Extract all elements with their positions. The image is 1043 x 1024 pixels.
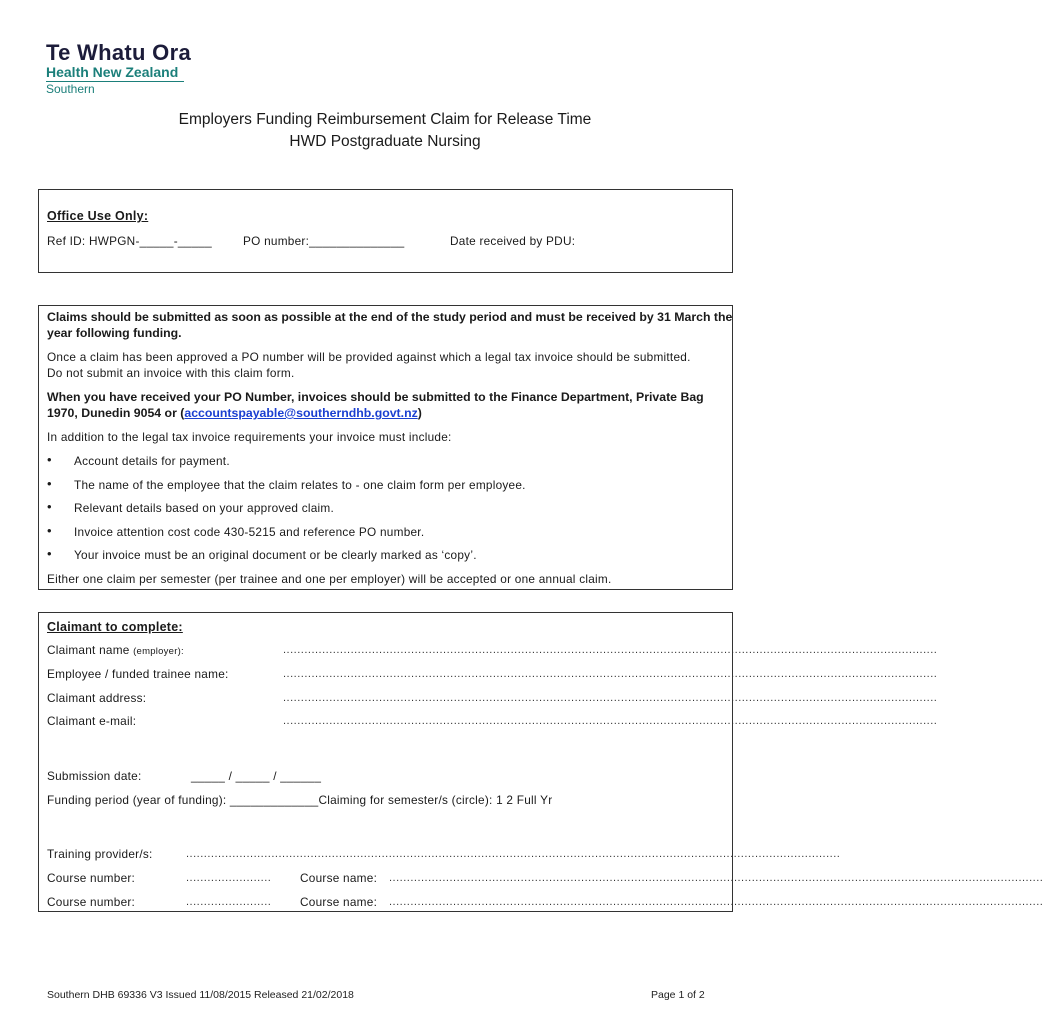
claimant-name-input[interactable]: ........................................................................................................................................................................................ [283,644,938,656]
submission-date-input[interactable]: _____ / _____ / ______ [191,769,322,783]
invoice-requirements-intro: In addition to the legal tax invoice requirements your invoice must include: [47,430,452,444]
course-name-label: Course name: [300,895,378,909]
employee-name-label: Employee / funded trainee name: [47,667,229,681]
claimant-email-label: Claimant e-mail: [47,714,137,728]
claimant-heading: Claimant to complete: [47,620,183,634]
course-number-label: Course number: [47,895,136,909]
training-provider-input[interactable]: ........................................................................................................................................................................................ [186,848,841,860]
course-number-input[interactable]: ........................ [186,896,272,908]
claimant-email-input[interactable]: ........................................................................................................................................................................................ [283,715,938,727]
footer-document-id: Southern DHB 69336 V3 Issued 11/08/2015 Released 21/02/2018 [47,989,354,1001]
bullet-item: Account details for payment. [74,454,230,468]
logo-title: Te Whatu Ora [46,40,191,65]
footer-page-number: Page 1 of 2 [651,989,705,1001]
logo-region: Southern [46,82,95,96]
logo-subtitle: Health New Zealand [46,64,179,80]
claimant-name-sub: (employer): [133,646,184,657]
bullet-item: Your invoice must be an original document or be clearly marked as ‘copy’. [74,548,477,562]
ref-id-field[interactable]: Ref ID: HWPGN-_____-_____ [47,234,212,248]
document-title: Employers Funding Reimbursement Claim for Release Time [178,111,592,128]
bullet-marker: • [47,499,52,514]
bullet-item: Relevant details based on your approved claim. [74,501,335,515]
po-info-line2: Do not submit an invoice with this claim form. [47,366,295,380]
date-received-field[interactable]: Date received by PDU: [450,234,576,248]
submission-deadline-line1: Claims should be submitted as soon as possible at the end of the study period and must be received by 31 March the [47,310,733,324]
course-name-label: Course name: [300,871,378,885]
bullet-item: Invoice attention cost code 430-5215 and reference PO number. [74,525,425,539]
bullet-marker: • [47,523,52,538]
employee-name-input[interactable]: ........................................................................................................................................................................................ [283,668,938,680]
course-number-input[interactable]: ........................ [186,872,272,884]
claimant-address-input[interactable]: ........................................................................................................................................................................................ [283,692,938,704]
claimant-name-text: Claimant name [47,643,130,657]
claimant-box [38,612,1043,912]
course-number-label: Course number: [47,871,136,885]
bullet-marker: • [47,546,52,561]
funding-period-line[interactable]: Funding period (year of funding): _____________Claiming for semester/s (circle): 1 2 Full Yr [47,793,553,807]
office-use-heading: Office Use Only: [47,209,149,223]
course-name-input[interactable]: ........................................................................................................................................................................................ [389,872,1043,884]
invoice-address-suffix: ) [417,406,422,420]
accounts-payable-email-link[interactable]: accountspayable@southerndhb.govt.nz [184,406,418,420]
invoice-address-line2 [47,406,422,420]
invoice-address-line1: When you have received your PO Number, invoices should be submitted to the Finance Department, Private Bag [47,390,704,404]
document-subtitle: HWD Postgraduate Nursing [289,133,481,150]
office-use-box [38,189,733,273]
claim-frequency-note: Either one claim per semester (per trainee and one per employer) will be accepted or one annual claim. [47,572,612,586]
bullet-item: The name of the employee that the claim relates to - one claim form per employee. [74,478,526,492]
invoice-address-prefix: 1970, Dunedin 9054 or ( [47,406,185,420]
bullet-marker: • [47,476,52,491]
po-number-field[interactable]: PO number:______________ [243,234,405,248]
bullet-marker: • [47,452,52,467]
training-provider-label: Training provider/s: [47,847,153,861]
claimant-address-label: Claimant address: [47,691,147,705]
claimant-name-label [47,643,184,657]
po-info-line1: Once a claim has been approved a PO number will be provided against which a legal tax invoice should be submitted. [47,350,691,364]
course-name-input[interactable]: ........................................................................................................................................................................................ [389,896,1043,908]
submission-deadline-line2: year following funding. [47,326,182,340]
submission-date-label: Submission date: [47,769,142,783]
